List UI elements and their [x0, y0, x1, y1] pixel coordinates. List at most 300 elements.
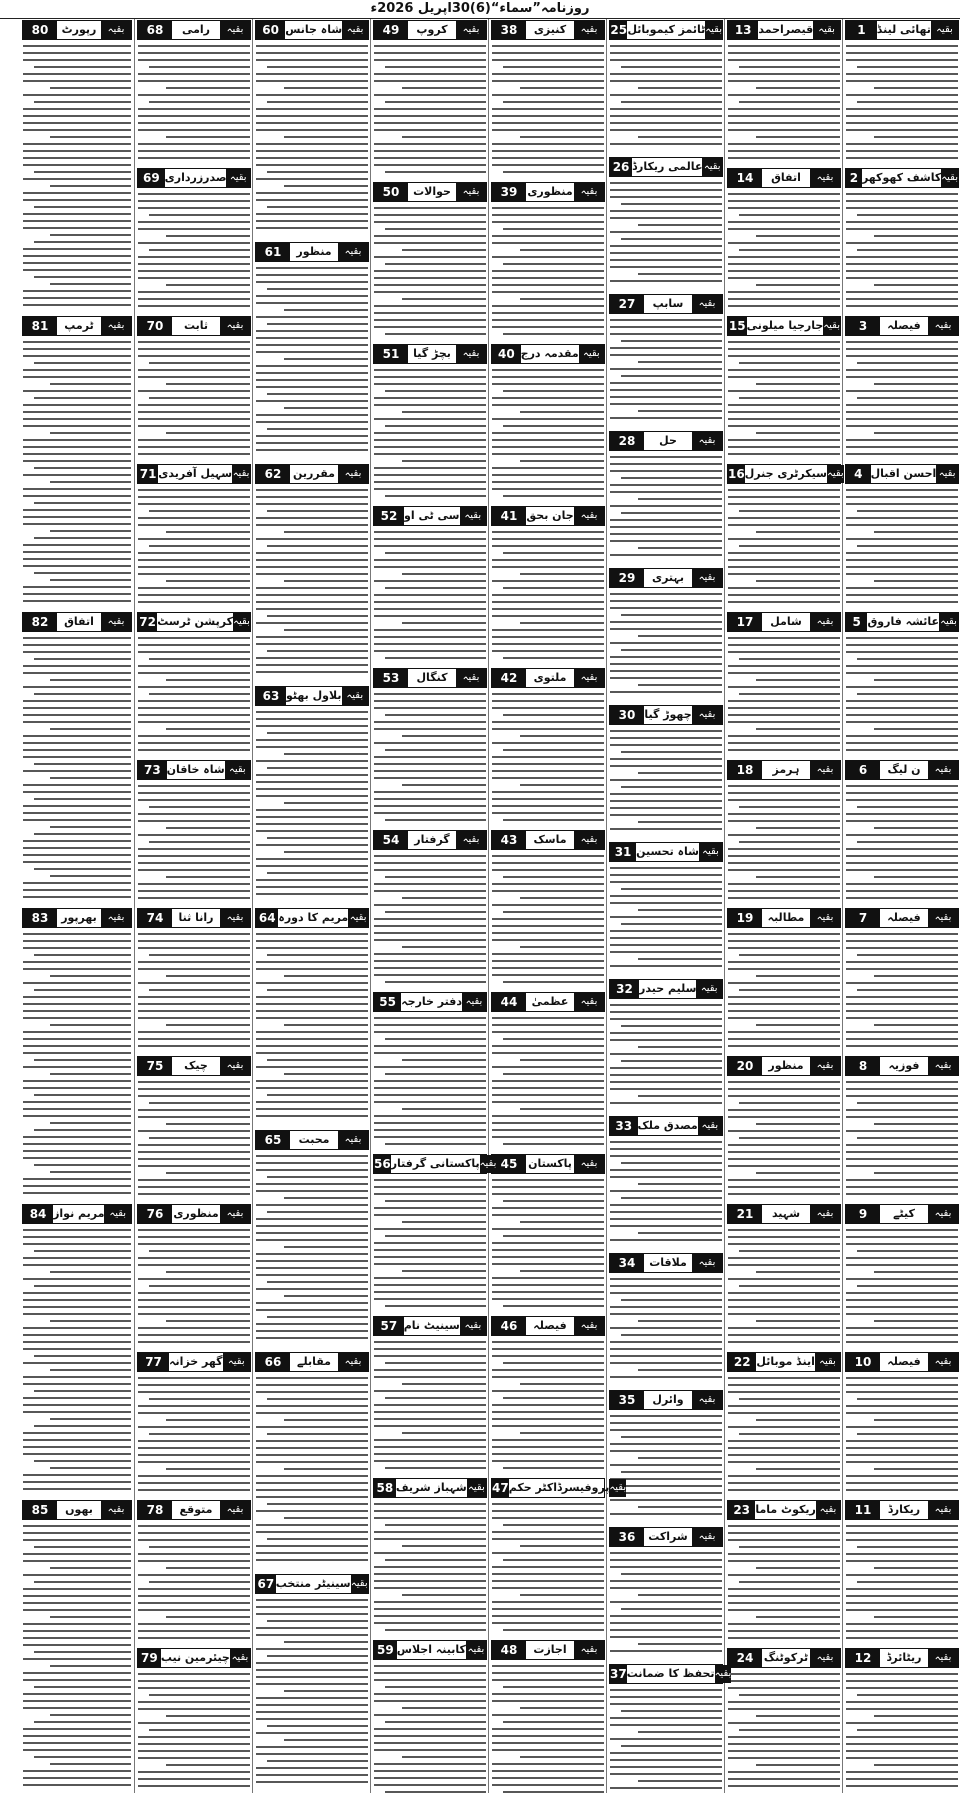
text-line	[256, 220, 368, 222]
text-line	[492, 594, 604, 596]
text-line	[256, 1274, 368, 1276]
text-line	[374, 1376, 486, 1378]
text-line	[374, 376, 486, 378]
text-line	[267, 428, 368, 430]
text-line	[610, 1703, 722, 1705]
text-line	[284, 580, 368, 582]
text-line	[138, 524, 250, 526]
continuation-title: ٹرمپ	[64, 319, 94, 332]
text-line	[256, 227, 368, 229]
continuation-title: ریٹائرڈ	[886, 1651, 922, 1664]
continuation-title: جان بحق	[526, 509, 574, 522]
text-line	[374, 1728, 486, 1730]
article-text	[843, 341, 961, 455]
text-line	[492, 1439, 604, 1441]
text-line	[256, 199, 368, 201]
text-line	[739, 1398, 840, 1400]
text-line	[520, 1545, 604, 1547]
continuation-block	[135, 316, 253, 463]
text-line	[857, 1398, 958, 1400]
text-line	[256, 947, 368, 949]
text-line	[267, 171, 368, 173]
text-line	[138, 1687, 250, 1689]
text-line	[256, 933, 368, 935]
text-line	[610, 1615, 722, 1617]
text-line	[638, 772, 722, 774]
continuation-number: 36	[610, 1528, 644, 1546]
text-line	[621, 1608, 722, 1610]
continuation-title: پروفیسرڈاکٹر حکم	[508, 1481, 610, 1494]
text-line	[610, 389, 722, 391]
text-line	[728, 601, 840, 603]
text-line	[256, 725, 368, 727]
text-line	[138, 277, 250, 279]
text-line	[638, 273, 722, 275]
text-line	[846, 1708, 958, 1710]
text-line	[402, 249, 486, 251]
text-line	[610, 1566, 722, 1568]
text-line	[846, 1757, 958, 1759]
text-line	[492, 1460, 604, 1462]
text-line	[374, 594, 486, 596]
text-line	[34, 467, 131, 469]
text-line	[728, 1553, 840, 1555]
text-line	[34, 1094, 131, 1096]
continuation-tag: بقیہ	[456, 183, 486, 201]
text-line	[728, 404, 840, 406]
text-line	[610, 1376, 722, 1378]
text-line	[492, 1228, 604, 1230]
text-line	[138, 1426, 250, 1428]
text-line	[374, 1045, 486, 1047]
text-line	[138, 968, 250, 970]
text-line	[728, 270, 840, 272]
continuation-block	[371, 506, 489, 667]
text-line	[138, 453, 250, 455]
continuation-title: گرفتار	[414, 833, 450, 846]
continuation-number: 44	[492, 993, 526, 1011]
text-line	[638, 1232, 722, 1234]
text-line	[638, 498, 722, 500]
continuation-block	[20, 1500, 134, 1795]
text-line	[374, 1355, 486, 1357]
text-line	[256, 1676, 368, 1678]
text-line	[846, 1179, 958, 1181]
text-line	[149, 397, 250, 399]
text-line	[728, 1377, 840, 1379]
text-line	[846, 1130, 958, 1132]
text-line	[256, 1524, 368, 1526]
continuation-header	[22, 908, 132, 928]
text-line	[256, 664, 368, 666]
text-line	[374, 904, 486, 906]
text-line	[728, 869, 840, 871]
text-line	[374, 277, 486, 279]
text-line	[256, 1482, 368, 1484]
text-line	[374, 756, 486, 758]
text-line	[166, 1419, 250, 1421]
text-line	[492, 122, 604, 124]
text-line	[23, 1038, 131, 1040]
text-line	[138, 1680, 250, 1682]
text-line	[610, 456, 722, 458]
text-line	[50, 185, 131, 187]
continuation-block	[371, 1478, 489, 1639]
text-line	[166, 728, 250, 730]
text-line	[138, 1743, 250, 1745]
text-line	[503, 1143, 604, 1145]
text-line	[138, 1757, 250, 1759]
text-line	[256, 1183, 368, 1185]
continuation-header	[373, 830, 487, 850]
continuation-header	[727, 612, 841, 632]
text-line	[728, 129, 840, 131]
text-line	[138, 1377, 250, 1379]
text-line	[256, 886, 368, 888]
text-line	[256, 1447, 368, 1449]
text-line	[610, 1499, 722, 1501]
text-line	[492, 1538, 604, 1540]
text-line	[138, 1602, 250, 1604]
continuation-tag: بقیہ	[692, 569, 722, 587]
text-line	[846, 193, 958, 195]
continuation-header	[727, 760, 841, 780]
text-line	[23, 707, 131, 709]
continuation-header	[255, 20, 369, 40]
text-line	[610, 1011, 722, 1013]
text-line	[166, 1024, 250, 1026]
text-line	[610, 1341, 722, 1343]
text-line	[846, 1461, 958, 1463]
text-line	[492, 904, 604, 906]
text-line	[728, 157, 840, 159]
continuation-tag: بقیہ	[338, 1353, 368, 1371]
text-line	[50, 1616, 131, 1618]
continuation-header	[727, 1500, 841, 1520]
continuation-block	[253, 1352, 371, 1573]
text-line	[374, 1129, 486, 1131]
text-line	[374, 925, 486, 927]
text-line	[610, 196, 722, 198]
text-line	[520, 1221, 604, 1223]
text-line	[374, 207, 486, 209]
article-text	[489, 1017, 607, 1145]
text-line	[374, 242, 486, 244]
article-text	[371, 1017, 489, 1145]
text-line	[610, 1204, 722, 1206]
text-line	[256, 1169, 368, 1171]
text-line	[256, 559, 368, 561]
continuation-header	[137, 1204, 251, 1224]
text-line	[610, 354, 722, 356]
text-line	[492, 953, 604, 955]
text-line	[50, 1467, 131, 1469]
text-line	[492, 643, 604, 645]
text-line	[846, 573, 958, 575]
text-line	[374, 643, 486, 645]
article-text	[20, 1229, 134, 1490]
text-line	[374, 397, 486, 399]
text-line	[728, 390, 840, 392]
text-line	[846, 566, 958, 568]
text-line	[492, 1101, 604, 1103]
text-line	[402, 897, 486, 899]
text-line	[846, 1391, 958, 1393]
continuation-block	[725, 316, 843, 463]
continuation-tag: بقیہ	[101, 909, 131, 927]
text-line	[23, 896, 131, 898]
continuation-header	[609, 1253, 723, 1273]
continuation-block	[607, 157, 725, 293]
continuation-tag: بقیہ	[941, 169, 958, 187]
text-line	[492, 1714, 604, 1716]
text-line	[846, 291, 958, 293]
continuation-number: 27	[610, 295, 644, 313]
text-line	[23, 418, 131, 420]
text-line	[138, 1313, 250, 1315]
text-line	[728, 256, 840, 258]
continuation-block	[489, 668, 607, 829]
text-line	[149, 658, 250, 660]
text-line	[50, 530, 131, 532]
text-line	[492, 967, 604, 969]
text-line	[610, 814, 722, 816]
text-line	[503, 1791, 604, 1793]
text-line	[621, 340, 722, 342]
text-line	[138, 735, 250, 737]
text-line	[138, 813, 250, 815]
text-line	[23, 637, 131, 639]
text-line	[374, 742, 486, 744]
text-line	[138, 714, 250, 716]
text-line	[374, 1749, 486, 1751]
text-line	[621, 238, 722, 240]
text-line	[728, 721, 840, 723]
text-line	[492, 1404, 604, 1406]
continuation-header	[727, 1648, 841, 1668]
text-line	[621, 66, 722, 68]
continuation-number: 81	[23, 317, 57, 335]
text-line	[267, 1211, 368, 1213]
text-line	[23, 1143, 131, 1145]
text-line	[728, 1673, 840, 1675]
text-line	[23, 686, 131, 688]
text-line	[846, 1327, 958, 1329]
article-text	[489, 207, 607, 335]
continuation-number: 14	[728, 169, 762, 187]
text-line	[34, 1460, 131, 1462]
text-line	[50, 283, 131, 285]
text-line	[846, 1454, 958, 1456]
text-line	[728, 1257, 840, 1259]
text-line	[138, 637, 250, 639]
article-text	[843, 1229, 961, 1343]
text-line	[874, 1320, 958, 1322]
text-line	[23, 255, 131, 257]
text-line	[728, 439, 840, 441]
text-line	[846, 1278, 958, 1280]
text-line	[284, 531, 368, 533]
text-line	[492, 1129, 604, 1131]
article-text	[371, 369, 489, 497]
text-line	[492, 1066, 604, 1068]
text-line	[267, 1433, 368, 1435]
text-line	[374, 1510, 486, 1512]
text-line	[846, 672, 958, 674]
text-line	[728, 348, 840, 350]
continuation-header	[373, 1316, 487, 1336]
text-line	[23, 791, 131, 793]
continuation-block	[607, 705, 725, 841]
continuation-number: 17	[728, 613, 762, 631]
text-line	[23, 262, 131, 264]
text-line	[874, 1468, 958, 1470]
text-line	[846, 1475, 958, 1477]
text-line	[610, 1478, 722, 1480]
text-line	[846, 411, 958, 413]
text-line	[138, 1539, 250, 1541]
text-line	[492, 1728, 604, 1730]
text-line	[846, 996, 958, 998]
text-line	[138, 1109, 250, 1111]
text-line	[846, 1778, 958, 1780]
text-line	[728, 813, 840, 815]
text-line	[23, 516, 131, 518]
text-line	[846, 1116, 958, 1118]
text-line	[610, 1724, 722, 1726]
text-line	[138, 552, 250, 554]
text-line	[846, 1334, 958, 1336]
text-line	[374, 312, 486, 314]
text-line	[256, 552, 368, 554]
text-line	[728, 996, 840, 998]
continuation-title: ن لیگ	[887, 763, 921, 776]
text-line	[728, 1560, 840, 1562]
text-line	[492, 883, 604, 885]
text-line	[492, 235, 604, 237]
text-line	[267, 837, 368, 839]
text-line	[503, 552, 604, 554]
text-line	[728, 1785, 840, 1787]
text-line	[874, 728, 958, 730]
text-line	[728, 122, 840, 124]
text-line	[874, 1616, 958, 1618]
masthead	[0, 0, 960, 19]
column-6	[252, 19, 371, 1793]
continuation-tag: بقیہ	[810, 613, 840, 631]
article-text	[725, 489, 843, 603]
continuation-block	[253, 1130, 371, 1351]
text-line	[846, 1750, 958, 1752]
text-line	[23, 551, 131, 553]
continuation-title: مقررین	[293, 467, 335, 480]
text-line	[857, 214, 958, 216]
text-line	[385, 1686, 486, 1688]
text-line	[857, 1729, 958, 1731]
continuation-tag: بقیہ	[574, 21, 604, 39]
article-text	[607, 456, 725, 556]
text-line	[267, 872, 368, 874]
text-line	[728, 1299, 840, 1301]
text-line	[492, 129, 604, 131]
text-line	[138, 1412, 250, 1414]
text-line	[166, 531, 250, 533]
continuation-tag: بقیہ	[456, 21, 486, 39]
text-line	[610, 59, 722, 61]
continuation-header	[609, 294, 723, 314]
text-line	[492, 404, 604, 406]
text-line	[621, 1573, 722, 1575]
continuation-number: 41	[492, 507, 526, 525]
text-line	[492, 369, 604, 371]
text-line	[267, 1059, 368, 1061]
text-line	[492, 615, 604, 617]
text-line	[23, 593, 131, 595]
continuation-header	[137, 1352, 251, 1372]
continuation-header	[255, 686, 369, 706]
text-line	[728, 1609, 840, 1611]
text-line	[728, 651, 840, 653]
article-text	[135, 489, 253, 603]
text-line	[610, 621, 722, 623]
text-line	[846, 1574, 958, 1576]
text-line	[256, 1405, 368, 1407]
text-line	[610, 73, 722, 75]
text-line	[492, 446, 604, 448]
text-line	[23, 1553, 131, 1555]
continuation-tag: بقیہ	[816, 1501, 840, 1519]
text-line	[728, 644, 840, 646]
continuation-block	[20, 20, 134, 315]
article-text	[371, 531, 489, 659]
text-line	[374, 474, 486, 476]
text-line	[256, 80, 368, 82]
text-line	[166, 1616, 250, 1618]
text-line	[23, 1574, 131, 1576]
continuation-number: 68	[138, 21, 172, 39]
text-line	[492, 629, 604, 631]
text-line	[756, 383, 840, 385]
continuation-block	[725, 1204, 843, 1351]
text-line	[846, 489, 958, 491]
text-line	[874, 383, 958, 385]
continuation-block	[135, 1056, 253, 1203]
text-line	[256, 879, 368, 881]
text-line	[874, 1419, 958, 1421]
continuation-header	[727, 20, 841, 40]
text-line	[638, 635, 722, 637]
text-line	[846, 1440, 958, 1442]
text-line	[610, 1155, 722, 1157]
continuation-tag: بقیہ	[696, 980, 722, 998]
text-line	[374, 1453, 486, 1455]
continuation-number: 8	[846, 1057, 880, 1075]
text-line	[374, 1024, 486, 1026]
text-line	[138, 446, 250, 448]
text-line	[149, 1398, 250, 1400]
text-line	[610, 1074, 722, 1076]
text-line	[23, 1411, 131, 1413]
continuation-block	[371, 668, 489, 829]
text-line	[374, 1369, 486, 1371]
text-line	[374, 531, 486, 533]
text-line	[23, 341, 131, 343]
continuation-tag: بقیہ	[348, 909, 368, 927]
text-line	[284, 407, 368, 409]
continuation-block	[253, 1574, 371, 1795]
text-line	[492, 453, 604, 455]
text-line	[166, 1468, 250, 1470]
